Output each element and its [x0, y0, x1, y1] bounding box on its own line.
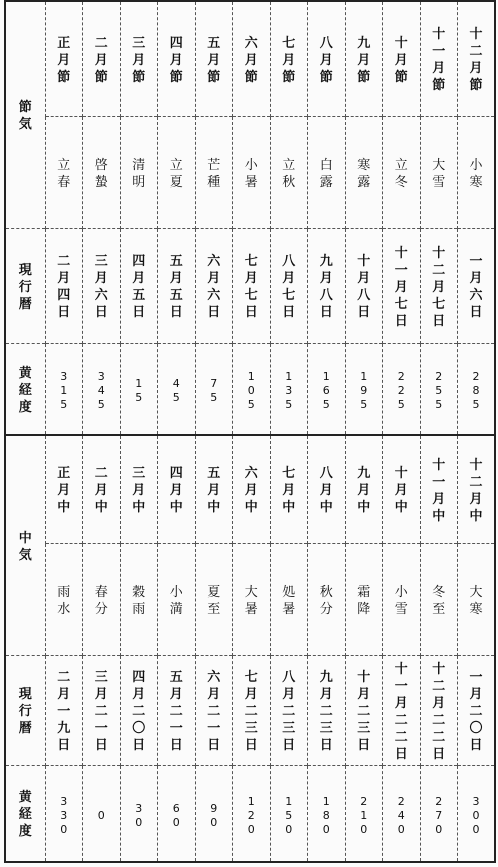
- setsuki-names-text: 清 明: [132, 157, 146, 190]
- setsuki-dates-cell: [120, 228, 158, 343]
- setsuki-dates-text: 九 月 八 日: [319, 254, 333, 320]
- setsuki-dates-text: 十 月 八 日: [357, 254, 371, 320]
- setsuki-names-text: 芒 種: [207, 157, 221, 190]
- setsuki-names-cell: [308, 116, 346, 228]
- chuki-dates-cell: [158, 655, 196, 765]
- setsuki-dates-cell: [158, 228, 196, 343]
- setsuki-names-text: 寒 露: [357, 157, 371, 190]
- chuki-months-text: 十 二 月 中: [469, 457, 483, 524]
- setsuki-dates-text: 一 月 六 日: [469, 254, 483, 320]
- chuki-section-header: [5, 435, 45, 655]
- setsuki-dates-cell: [45, 228, 83, 343]
- chuki-months-text: 四 月 中: [169, 466, 183, 516]
- genkoreki-header-label: 現 行 暦: [18, 687, 32, 736]
- chuki-names-text: 小 満: [169, 584, 183, 617]
- setsuki-names-text: 白 露: [319, 157, 333, 190]
- genkoreki-header-label: 現 行 暦: [18, 262, 32, 312]
- chuki-names-cell: [83, 543, 121, 655]
- setsuki-names-text: 小 寒: [469, 157, 483, 190]
- solar-terms-table: [4, 0, 496, 863]
- setsuki-dates-cell: [195, 228, 233, 343]
- chuki-months-text: 十 月 中: [394, 466, 408, 516]
- setsuki-dates-text: 八 月 七 日: [282, 254, 296, 320]
- setsuki-dates-cell: [83, 228, 121, 343]
- chuki-names-cell: [458, 543, 496, 655]
- setsuki-degrees-cell: [120, 343, 158, 435]
- setsuki-degrees-text: 2 2 5: [397, 370, 405, 412]
- setsuki-dates-text: 十 一 月 七 日: [394, 245, 408, 329]
- chuki-names-cell: [233, 543, 271, 655]
- setsuki-months-text: 三 月 節: [132, 35, 146, 85]
- chuki-dates-text: 四 月 二 〇 日: [132, 670, 146, 753]
- chuki-row-degrees: [5, 765, 495, 862]
- setsuki-dates-text: 七 月 七 日: [244, 254, 258, 320]
- setsuki-degrees-text: 1 9 5: [360, 370, 368, 412]
- setsuki-names-text: 大 雪: [432, 157, 446, 190]
- chuki-row-months: [5, 435, 495, 543]
- chuki-months-cell: [270, 435, 308, 543]
- chuki-months-text: 三 月 中: [132, 466, 146, 516]
- kokeido-header-label: 黄 経 度: [18, 790, 32, 840]
- setsuki-degrees-text: 3 4 5: [97, 370, 105, 412]
- setsuki-dates-cell: [270, 228, 308, 343]
- chuki-months-cell: [158, 435, 196, 543]
- chuki-degrees-text: 3 0 0: [472, 794, 480, 836]
- chuki-dates-cell: [383, 655, 421, 765]
- setsuki-names-text: 立 春: [57, 157, 71, 190]
- chuki-degrees-text: 3 0: [135, 801, 143, 829]
- chuki-months-text: 二 月 中: [94, 466, 108, 516]
- chuki-names-text: 春 分: [94, 584, 108, 617]
- setsuki-degrees-text: 2 8 5: [472, 370, 480, 412]
- chuki-degrees-text: 2 1 0: [360, 794, 368, 836]
- chuki-months-cell: [420, 435, 458, 543]
- setsuki-months-cell: [233, 1, 271, 116]
- setsuki-names-text: 小 暑: [244, 157, 258, 190]
- setsuki-names-cell: [158, 116, 196, 228]
- chuki-dates-text: 二 月 一 九 日: [57, 670, 71, 753]
- chuki-dates-text: 十 月 二 三 日: [357, 670, 371, 753]
- setsuki-months-cell: [308, 1, 346, 116]
- setsuki-dates-cell: [345, 228, 383, 343]
- setsuki-row-months: [5, 1, 495, 116]
- setsuki-degrees-cell: [270, 343, 308, 435]
- chuki-degrees-cell: [83, 765, 121, 862]
- setsuki-degrees-text: 1 5: [135, 377, 143, 405]
- setsuki-degrees-cell: [45, 343, 83, 435]
- setsuki-months-cell: [383, 1, 421, 116]
- setsuki-dates-cell: [383, 228, 421, 343]
- chuki-names-cell: [383, 543, 421, 655]
- setsuki-dates-cell: [458, 228, 496, 343]
- setsuki-months-cell: [420, 1, 458, 116]
- setsuki-months-cell: [458, 1, 496, 116]
- setsuki-dates-text: 五 月 五 日: [169, 254, 183, 320]
- setsuki-months-text: 六 月 節: [244, 35, 258, 85]
- chuki-months-text: 十 一 月 中: [432, 457, 446, 524]
- chuki-names-text: 雨 水: [57, 584, 71, 617]
- setsuki-months-text: 十 月 節: [394, 35, 408, 85]
- setsuki-names-cell: [45, 116, 83, 228]
- chuki-months-text: 九 月 中: [357, 466, 371, 516]
- chuki-names-cell: [158, 543, 196, 655]
- setsuki-degrees-text: 1 3 5: [285, 370, 293, 412]
- chuki-dates-text: 五 月 二 一 日: [169, 670, 183, 753]
- setsuki-months-cell: [195, 1, 233, 116]
- chuki-months-cell: [45, 435, 83, 543]
- setsuki-months-text: 十 二 月 節: [469, 27, 483, 94]
- setsuki-names-text: 啓 蟄: [94, 157, 108, 190]
- chuki-dates-cell: [345, 655, 383, 765]
- setsuki-degrees-text: 7 5: [210, 377, 218, 405]
- chuki-row-dates: [5, 655, 495, 765]
- chuki-dates-text: 十 一 月 二 二 日: [394, 661, 408, 762]
- setsuki-names-cell: [345, 116, 383, 228]
- setsuki-names-text: 立 夏: [169, 157, 183, 190]
- chuki-months-cell: [233, 435, 271, 543]
- setsuki-dates-text: 六 月 六 日: [207, 254, 221, 320]
- setsuki-months-text: 二 月 節: [94, 35, 108, 85]
- chuki-degrees-cell: [345, 765, 383, 862]
- chuki-names-text: 霜 降: [357, 584, 371, 617]
- chuki-degrees-text: 1 8 0: [322, 794, 330, 836]
- chuki-names-text: 秋 分: [319, 584, 333, 617]
- chuki-names-cell: [195, 543, 233, 655]
- chuki-dates-cell: [420, 655, 458, 765]
- chuki-dates-cell: [458, 655, 496, 765]
- chuki-names-cell: [120, 543, 158, 655]
- chuki-months-cell: [195, 435, 233, 543]
- setsuki-names-cell: [383, 116, 421, 228]
- setsuki-months-cell: [345, 1, 383, 116]
- chuki-degrees-text: 9 0: [210, 801, 218, 829]
- chuki-names-text: 夏 至: [207, 584, 221, 617]
- setsuki-kokeido-header: [5, 343, 45, 435]
- chuki-months-cell: [345, 435, 383, 543]
- chuki-months-text: 六 月 中: [244, 466, 258, 516]
- setsuki-degrees-cell: [308, 343, 346, 435]
- setsuki-months-text: 八 月 節: [319, 35, 333, 85]
- chuki-dates-text: 一 月 二 〇 日: [469, 670, 483, 753]
- chuki-degrees-text: 2 4 0: [397, 794, 405, 836]
- chuki-months-text: 八 月 中: [319, 466, 333, 516]
- setsuki-dates-cell: [420, 228, 458, 343]
- chuki-names-text: 小 雪: [394, 584, 408, 617]
- chuki-degrees-text: 0: [97, 808, 105, 822]
- setsuki-row-names: [5, 116, 495, 228]
- chuki-dates-text: 十 二 月 二 二 日: [432, 661, 446, 762]
- setsuki-months-cell: [270, 1, 308, 116]
- chuki-degrees-cell: [458, 765, 496, 862]
- chuki-dates-text: 六 月 二 一 日: [207, 670, 221, 753]
- setsuki-degrees-text: 1 6 5: [322, 370, 330, 412]
- chuki-names-cell: [45, 543, 83, 655]
- chuki-names-text: 穀 雨: [132, 584, 146, 617]
- chuki-names-cell: [270, 543, 308, 655]
- kokeido-header-label: 黄 経 度: [18, 365, 32, 415]
- chuki-dates-cell: [45, 655, 83, 765]
- chuki-names-cell: [308, 543, 346, 655]
- setsuki-months-text: 九 月 節: [357, 35, 371, 85]
- setsuki-degrees-cell: [383, 343, 421, 435]
- chuki-degrees-cell: [270, 765, 308, 862]
- chuki-months-cell: [120, 435, 158, 543]
- setsuki-degrees-cell: [458, 343, 496, 435]
- chuki-months-cell: [83, 435, 121, 543]
- chuki-dates-cell: [233, 655, 271, 765]
- setsuki-names-text: 立 冬: [394, 157, 408, 190]
- chuki-dates-cell: [120, 655, 158, 765]
- chuki-dates-text: 八 月 二 三 日: [282, 670, 296, 753]
- setsuki-degrees-text: 1 0 5: [247, 370, 255, 412]
- chuki-names-cell: [420, 543, 458, 655]
- chuki-dates-cell: [308, 655, 346, 765]
- setsuki-dates-cell: [233, 228, 271, 343]
- setsuki-dates-text: 四 月 五 日: [132, 254, 146, 320]
- chuki-degrees-text: 1 5 0: [285, 794, 293, 836]
- chuki-degrees-text: 2 7 0: [435, 794, 443, 836]
- chuki-degrees-cell: [195, 765, 233, 862]
- chuki-dates-text: 三 月 二 一 日: [94, 670, 108, 753]
- setsuki-names-cell: [458, 116, 496, 228]
- setsuki-degrees-cell: [233, 343, 271, 435]
- setsuki-months-cell: [158, 1, 196, 116]
- chuki-names-text: 処 暑: [282, 584, 296, 617]
- chuki-degrees-text: 1 2 0: [247, 794, 255, 836]
- chuki-kokeido-header: [5, 765, 45, 862]
- setsuki-names-cell: [195, 116, 233, 228]
- setsuki-names-cell: [120, 116, 158, 228]
- setsuki-months-text: 五 月 節: [207, 35, 221, 85]
- setsuki-months-cell: [120, 1, 158, 116]
- chuki-months-text: 正 月 中: [57, 466, 71, 516]
- setsuki-months-text: 七 月 節: [282, 35, 296, 85]
- setsuki-dates-text: 十 二 月 七 日: [432, 245, 446, 329]
- setsuki-degrees-cell: [420, 343, 458, 435]
- chuki-names-cell: [345, 543, 383, 655]
- setsuki-names-cell: [270, 116, 308, 228]
- chuki-genkoreki-header: [5, 655, 45, 765]
- chuki-months-cell: [308, 435, 346, 543]
- chuki-names-text: 冬 至: [432, 584, 446, 617]
- chuki-degrees-cell: [420, 765, 458, 862]
- chuki-dates-text: 九 月 二 三 日: [319, 670, 333, 753]
- chuki-degrees-cell: [45, 765, 83, 862]
- setsuki-months-cell: [83, 1, 121, 116]
- setsuki-months-cell: [45, 1, 83, 116]
- setsuki-dates-text: 三 月 六 日: [94, 254, 108, 320]
- setsuki-degrees-cell: [83, 343, 121, 435]
- setsuki-row-degrees: [5, 343, 495, 435]
- setsuki-header-label: 節 気: [18, 100, 32, 133]
- chuki-months-text: 五 月 中: [207, 466, 221, 516]
- chuki-degrees-cell: [158, 765, 196, 862]
- chuki-degrees-cell: [308, 765, 346, 862]
- chuki-row-names: [5, 543, 495, 655]
- chuki-degrees-text: 3 3 0: [60, 794, 68, 836]
- setsuki-months-text: 正 月 節: [57, 35, 71, 85]
- setsuki-genkoreki-header: [5, 228, 45, 343]
- chuki-months-text: 七 月 中: [282, 466, 296, 516]
- setsuki-names-cell: [420, 116, 458, 228]
- setsuki-degrees-text: 2 5 5: [435, 370, 443, 412]
- chuki-months-cell: [458, 435, 496, 543]
- setsuki-months-text: 四 月 節: [169, 35, 183, 85]
- setsuki-degrees-cell: [195, 343, 233, 435]
- chuki-months-cell: [383, 435, 421, 543]
- setsuki-dates-text: 二 月 四 日: [57, 254, 71, 320]
- setsuki-names-text: 立 秋: [282, 157, 296, 190]
- chuki-dates-text: 七 月 二 三 日: [244, 670, 258, 753]
- chuki-names-text: 大 寒: [469, 584, 483, 617]
- chuki-dates-cell: [83, 655, 121, 765]
- chuki-degrees-cell: [383, 765, 421, 862]
- chuki-degrees-cell: [120, 765, 158, 862]
- setsuki-names-cell: [83, 116, 121, 228]
- setsuki-names-cell: [233, 116, 271, 228]
- setsuki-degrees-cell: [345, 343, 383, 435]
- setsuki-degrees-cell: [158, 343, 196, 435]
- chuki-dates-cell: [270, 655, 308, 765]
- chuki-degrees-text: 6 0: [172, 801, 180, 829]
- setsuki-degrees-text: 4 5: [172, 377, 180, 405]
- setsuki-dates-cell: [308, 228, 346, 343]
- setsuki-degrees-text: 3 1 5: [60, 370, 68, 412]
- chuki-names-text: 大 暑: [244, 584, 258, 617]
- chuki-header-label: 中 気: [18, 530, 32, 563]
- setsuki-row-dates: [5, 228, 495, 343]
- chuki-degrees-cell: [233, 765, 271, 862]
- chuki-dates-cell: [195, 655, 233, 765]
- setsuki-months-text: 十 一 月 節: [432, 27, 446, 94]
- setsuki-section-header: [5, 1, 45, 228]
